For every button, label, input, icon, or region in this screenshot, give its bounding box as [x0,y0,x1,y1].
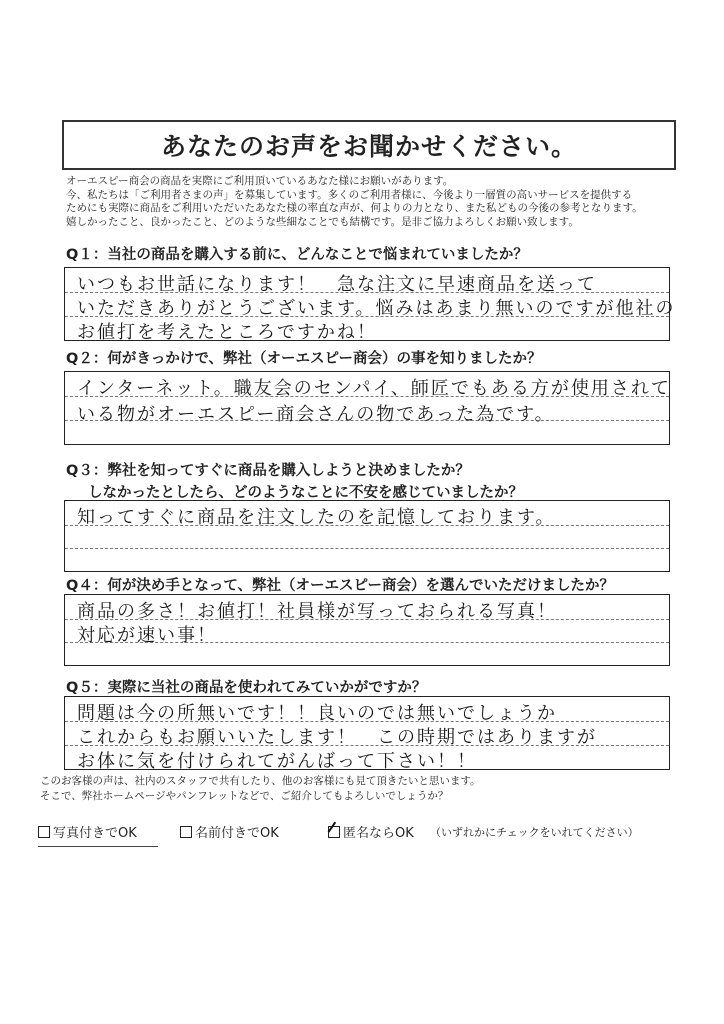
photo-ok-option[interactable] [38,822,137,841]
answer-4-line-2: 対応が速い事！ [77,625,217,646]
name-ok-option[interactable] [180,822,279,841]
answer-5-line-3: お体に気を付けられてがんばって下さい！！ [77,751,477,772]
question-1: Q１：当社の商品を購入する前に、どんなことで悩まれていましたか？ [66,247,528,263]
anon-ok-option[interactable] [328,822,414,841]
answer-2-line-2: いる物がオーエスピー商会さんの物であった為です。 [77,404,555,425]
intro-line: ためにも実際に商品をご利用いただいたあなた様の率直な声が、何よりの力となり、また私どもの今後の参考となります。 [66,202,643,214]
form-title [62,120,676,170]
footer-line-2: そこで、弊社ホームページやパンフレットなどで、ご紹介してもよろしいでしょうか？ [40,790,449,802]
anon-ok-checkbox[interactable] [328,826,340,838]
photo-ok-checkbox[interactable] [38,826,50,838]
answer-4-line-1: 商品の多さ！お値打！社員様が写っておられる写真！ [77,601,557,622]
name-ok-checkbox[interactable] [180,826,192,838]
underline-divider [38,846,158,847]
answer-box-4 [64,594,670,666]
intro-line: オーエスピー商会の商品を実際にご利用頂いているあなた様にお願いがあります。 [66,175,454,187]
question-3: Q３：弊社を知ってすぐに商品を購入しようと決めましたか？ [66,463,470,479]
answer-box-1 [64,267,676,343]
intro-line: 今、私たちは「ご利用者さまの声」を募集しています。多くのご利用者様に、今後より一層質の高いサービスを提供する [66,188,633,201]
intro-text [66,175,686,229]
question-4: Q４：何が決め手となって、弊社（オーエスピー商会）を選んでいただけましたか？ [66,578,614,594]
answer-1-line-1: いつもお世話になります！ 急な注文に早速商品を送って [77,274,597,295]
footer-line-1: このお客様の声は、社内のスタッフで共有したり、他のお客様にも見て頂きたいと思います。 [40,775,481,787]
answer-3-line-1: 知ってすぐに商品を注文したのを記憶しております。 [77,507,556,528]
answer-box-5 [64,696,670,770]
answer-5-line-1: 問題は今の所無いです！！良いのでは無いでしょうか [77,703,557,724]
name-ok-label: 名前付きでOK [195,826,279,841]
form-title-text: あなたのお声をお聞かせください。 [160,132,577,161]
intro-line: 嬉しかったこと、良かったこと、どのような些細なことでも結構です。是非ご協力よろしくお願い致します。 [66,215,579,228]
question-2: Q２：何がきっかけで、弊社（オーエスピー商会）の事を知りましたか？ [66,351,542,367]
answer-2-line-1: インターネット。職友会のセンパイ、師匠でもある方が使用されて [77,378,671,399]
answer-1-line-2: いただきありがとうございます。悩みはあまり無いのですが他社の [77,298,676,319]
answer-box-3 [64,500,670,572]
answer-5-line-2: これからもお願いいたします！ この時期ではありますが [77,727,597,748]
answer-1-line-3: お値打を考えたところですかね！ [77,322,377,343]
photo-ok-label: 写真付きでOK [53,826,137,841]
answer-box-2 [64,371,670,445]
question-5: Q５：実際に当社の商品を使われてみていかがですか？ [66,680,427,696]
checkbox-note-text: （いずれかにチェックをいれてください） [430,826,639,839]
answer-rule [65,548,669,549]
question-3-sub: しなかったとしたら、どのようなことに不安を感じていましたか？ [88,485,523,501]
checkbox-note [430,824,639,840]
anon-ok-label: 匿名ならOK [343,826,414,841]
